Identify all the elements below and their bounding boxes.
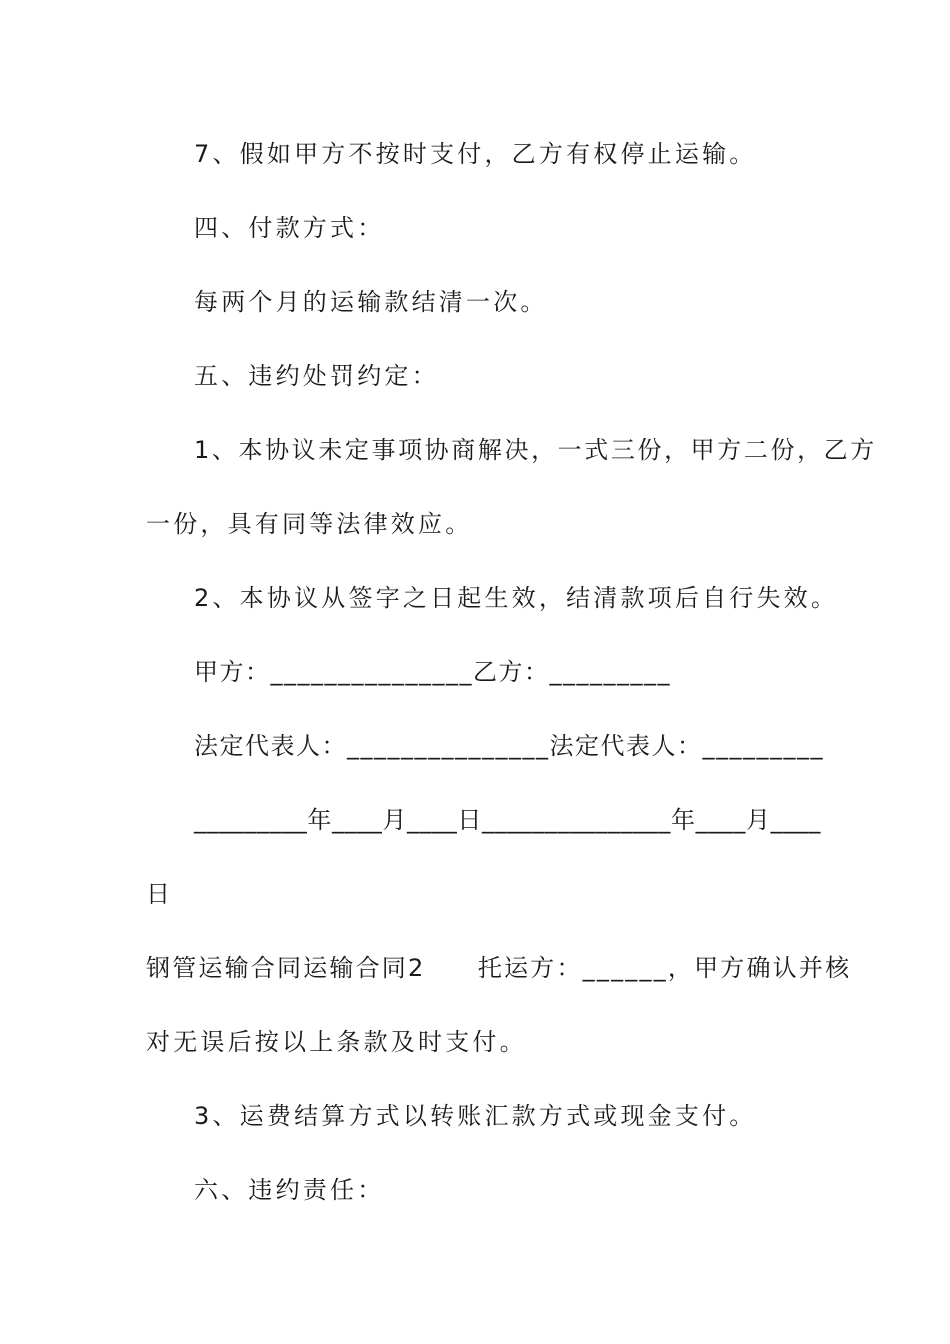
signature-party-line: 甲方：_______________乙方：_________ — [194, 658, 671, 686]
heading-breach-penalty: 五、违约处罚约定： — [194, 362, 439, 390]
paragraph-clause-3: 3、运费结算方式以转账汇款方式或现金支付。 — [194, 1102, 757, 1130]
heading-payment-method: 四、付款方式： — [194, 214, 385, 242]
signature-date-day: 日 — [146, 880, 174, 908]
paragraph-clause-2: 2、本协议从签字之日起生效，结清款项后自行失效。 — [194, 584, 839, 612]
signature-date-line: _________年____月____日_______________年____月____ — [194, 806, 821, 834]
paragraph-clause-1-line-2: 一份，具有同等法律效应。 — [146, 510, 473, 538]
paragraph-payment-schedule: 每两个月的运输款结清一次。 — [194, 288, 548, 316]
signature-representative-line: 法定代表人：_______________法定代表人：_________ — [194, 732, 824, 760]
paragraph-contract-2-confirmation: 对无误后按以上条款及时支付。 — [146, 1028, 527, 1056]
heading-breach-liability: 六、违约责任： — [194, 1176, 385, 1204]
paragraph-clause-7: 7、假如甲方不按时支付，乙方有权停止运输。 — [194, 140, 757, 168]
paragraph-contract-2-intro: 钢管运输合同运输合同2 托运方：______，甲方确认并核 — [146, 954, 852, 982]
paragraph-clause-1-line-1: 1、本协议未定事项协商解决，一式三份，甲方二份，乙方 — [194, 436, 877, 464]
